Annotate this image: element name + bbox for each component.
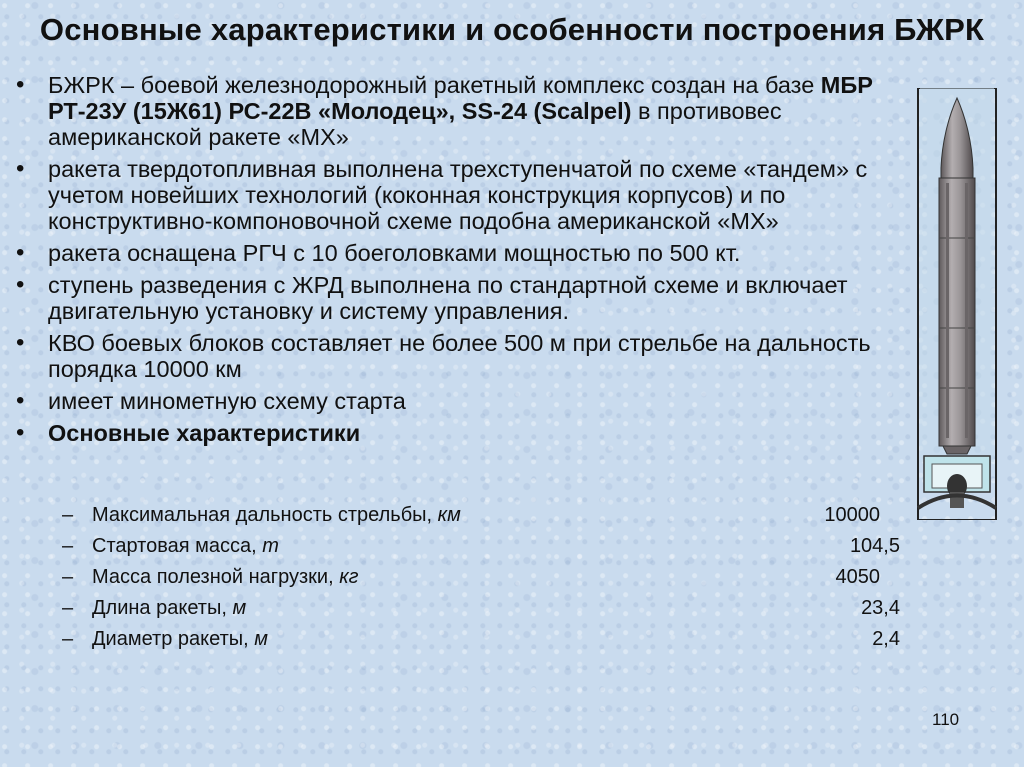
bullet-text-bold: МБР РТ-23У (15Ж61) РС-22В «Молодец», SS-24 (Scalpel) [48,72,873,124]
bullet-text: ступень разведения с ЖРД выполнена по стандартной схеме и включает двигательную установку и систему управления. [48,272,848,324]
spec-label [92,534,279,558]
spec-row [62,596,912,627]
bullet-text: ракета твердотопливная выполнена трехступенчатой по схеме «тандем» с учетом новейших технологий (коконная конструкция корпусов) и по конструктивно-компоновочной схеме подобна американской «МХ» [48,156,868,234]
spec-list [62,503,912,658]
spec-label-text: Длина ракеты, [92,597,233,619]
spec-row [62,534,912,565]
spec-dash: – [62,597,74,619]
spec-unit: км [437,504,461,526]
spec-value: 23,4 [861,597,900,619]
spec-label [92,565,359,589]
spec-row [62,627,912,658]
spec-label-text: Масса полезной нагрузки, [92,566,340,588]
bullet-text: имеет минометную схему старта [48,388,406,414]
bullet-item [12,156,912,234]
spec-label [92,596,246,620]
bullet-text: БЖРК – [48,72,141,98]
bullet-item [12,272,912,324]
spec-value: 2,4 [872,628,900,650]
spec-value: 104,5 [849,535,900,557]
bullet-item [12,420,912,446]
spec-dash: – [62,566,74,588]
spec-value: 10000 [824,504,880,526]
spec-label-text: Стартовая масса, [92,535,263,557]
spec-dash: – [62,628,74,650]
slide-title: Основные характеристики и особенности построения БЖРК [39,12,985,47]
rocket-in-container-figure [912,88,1002,520]
bullet-item [12,240,912,266]
spec-unit: м [254,628,268,650]
bullet-text: КВО боевых блоков составляет не более 500 м при стрельбе на дальность порядка 10000 км [48,330,871,382]
spec-unit: т [262,535,279,557]
bullet-text-bold: Основные характеристики [48,420,361,446]
spec-row [62,503,912,534]
spec-unit: кг [339,566,359,588]
bullet-item [12,388,912,414]
bullet-text: в противовес американской ракете «МХ» [48,98,782,150]
page-number: 110 [932,710,960,729]
spec-label-text: Диаметр ракеты, [92,628,255,650]
rocket-body [939,98,975,454]
spec-value: 4050 [835,566,880,588]
spec-label-text: Максимальная дальность стрельбы, [92,504,438,526]
bullet-list [12,72,912,452]
bullet-text: боевой железнодорожный ракетный комплекс создан на базе [140,72,821,98]
spec-label [92,503,461,527]
spec-dash: – [62,504,74,526]
spec-label [92,627,268,651]
spec-dash: – [62,535,74,557]
bullet-item [12,330,912,382]
spec-row [62,565,912,596]
launch-base [918,456,996,508]
spec-unit: м [232,597,247,619]
bullet-text: ракета оснащена РГЧ с 10 боеголовками мощностью по 500 кт. [48,240,741,266]
bullet-item [12,72,912,150]
